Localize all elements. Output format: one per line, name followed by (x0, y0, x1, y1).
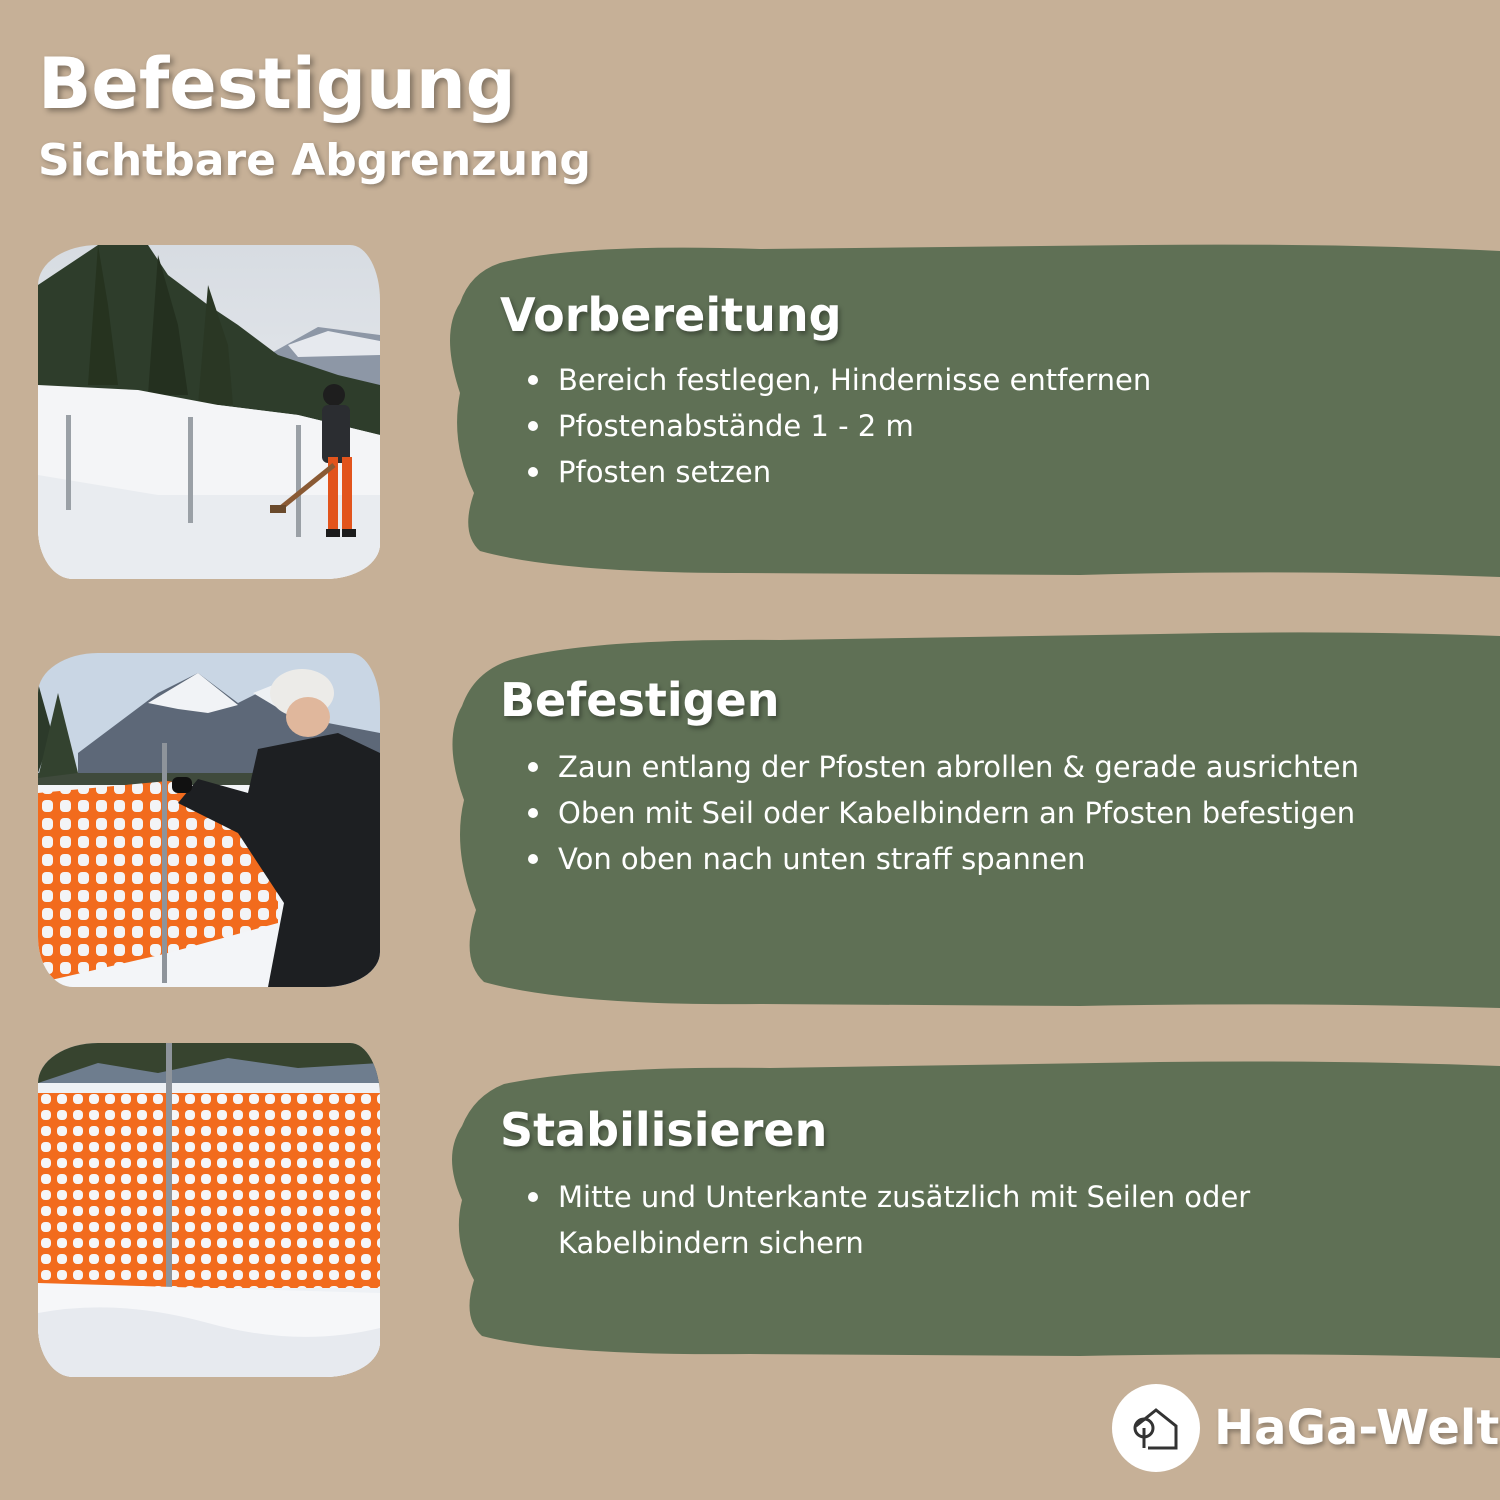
step-list (524, 1174, 1470, 1266)
list-item: Bereich festlegen, Hindernisse entfernen (524, 357, 1418, 403)
list-item: Mitte und Unterkante zusätzlich mit Seilen oder Kabelbindern sichern (524, 1174, 1418, 1266)
photo-attaching-fence (38, 653, 380, 987)
step-panel-vorbereitung (440, 243, 1500, 579)
brand-name: HaGa-Welt (1214, 1400, 1500, 1456)
step-title: Befestigen (500, 673, 780, 727)
photo-setting-posts (38, 245, 380, 579)
page-subtitle: Sichtbare Abgrenzung (38, 135, 591, 186)
photo-finished-fence (38, 1043, 380, 1377)
step-list (524, 357, 1470, 495)
list-item: Pfostenabstände 1 - 2 m (524, 403, 1418, 449)
list-item: Zaun entlang der Pfosten abrollen & gerade ausrichten (524, 744, 1418, 790)
step-panel-befestigen (440, 630, 1500, 1010)
house-tree-icon (1112, 1384, 1200, 1472)
step-title: Stabilisieren (500, 1103, 828, 1157)
list-item: Von oben nach unten straff spannen (524, 836, 1418, 882)
list-item: Pfosten setzen (524, 449, 1418, 495)
step-title: Vorbereitung (500, 288, 842, 342)
step-panel-stabilisieren (440, 1060, 1500, 1360)
list-item: Oben mit Seil oder Kabelbindern an Pfosten befestigen (524, 790, 1418, 836)
page-title: Befestigung (38, 43, 516, 125)
brand-logo-block (1112, 1384, 1499, 1472)
step-list (524, 744, 1470, 882)
